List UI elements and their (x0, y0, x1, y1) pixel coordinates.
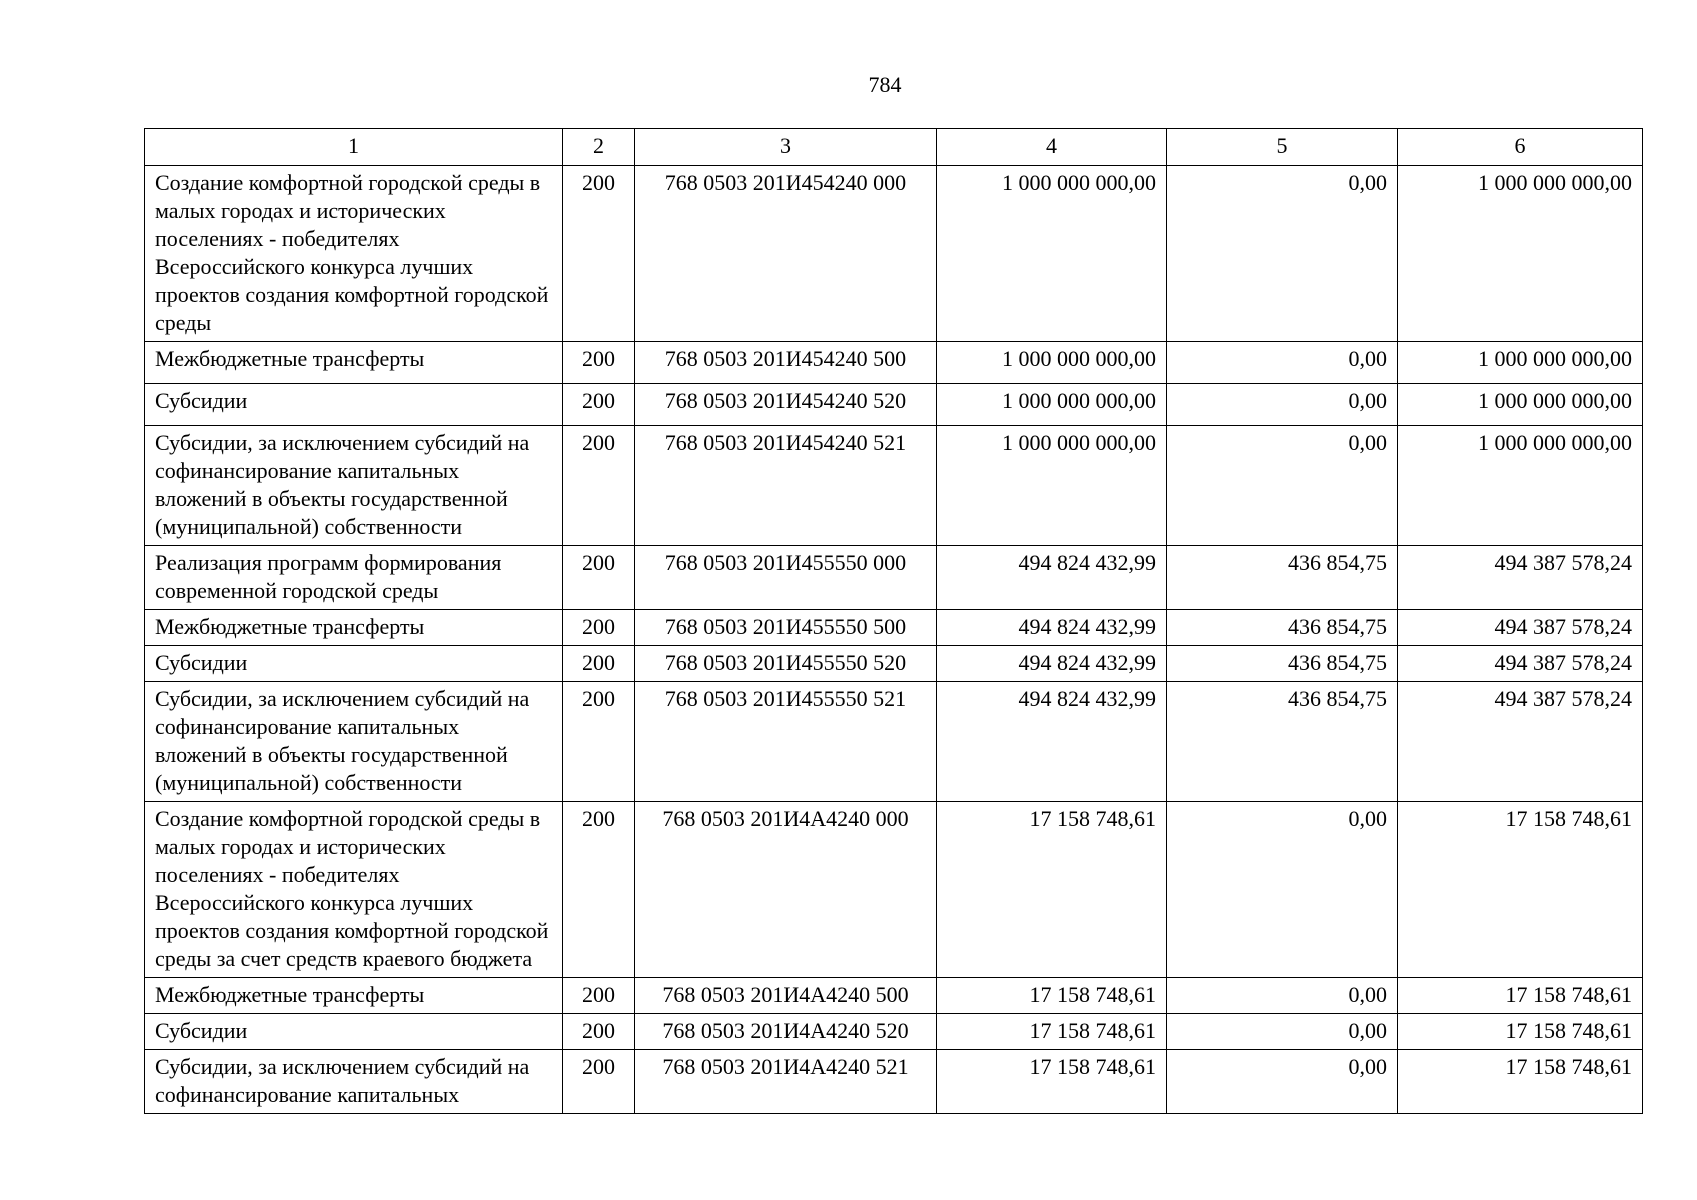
row-col4: 17 158 748,61 (937, 1050, 1167, 1114)
row-name: Субсидии (145, 646, 563, 682)
table-row (145, 166, 1643, 342)
row-col5: 0,00 (1167, 166, 1398, 342)
row-name: Субсидии (145, 1014, 563, 1050)
row-name: Реализация программ формирования современной городской среды (145, 546, 563, 610)
table-row (145, 342, 1643, 384)
row-name: Субсидии, за исключением субсидий на софинансирование капитальных (145, 1050, 563, 1114)
table-row (145, 384, 1643, 426)
table-row (145, 646, 1643, 682)
row-code: 200 (563, 384, 635, 426)
row-col6: 17 158 748,61 (1398, 1050, 1643, 1114)
row-col6: 494 387 578,24 (1398, 646, 1643, 682)
row-col6: 494 387 578,24 (1398, 610, 1643, 646)
table-row (145, 610, 1643, 646)
row-code: 200 (563, 682, 635, 802)
row-col4: 1 000 000 000,00 (937, 166, 1167, 342)
row-col5: 0,00 (1167, 426, 1398, 546)
row-name: Субсидии, за исключением субсидий на софинансирование капитальных вложений в объекты государственной (муниципальной) собственности (145, 426, 563, 546)
header-col-2: 2 (563, 129, 635, 166)
row-col5: 436 854,75 (1167, 610, 1398, 646)
row-col4: 1 000 000 000,00 (937, 342, 1167, 384)
row-col6: 1 000 000 000,00 (1398, 426, 1643, 546)
row-kbk: 768 0503 201И455550 521 (635, 682, 937, 802)
row-col6: 494 387 578,24 (1398, 682, 1643, 802)
header-col-6: 6 (1398, 129, 1643, 166)
row-name: Субсидии (145, 384, 563, 426)
table-row (145, 426, 1643, 546)
row-name: Межбюджетные трансферты (145, 978, 563, 1014)
row-code: 200 (563, 646, 635, 682)
header-col-3: 3 (635, 129, 937, 166)
header-col-5: 5 (1167, 129, 1398, 166)
table-row (145, 978, 1643, 1014)
row-kbk: 768 0503 201И455550 500 (635, 610, 937, 646)
row-col4: 1 000 000 000,00 (937, 426, 1167, 546)
header-col-1: 1 (145, 129, 563, 166)
row-kbk: 768 0503 201И454240 520 (635, 384, 937, 426)
row-kbk: 768 0503 201И454240 521 (635, 426, 937, 546)
row-kbk: 768 0503 201И4А4240 520 (635, 1014, 937, 1050)
header-col-4: 4 (937, 129, 1167, 166)
row-code: 200 (563, 166, 635, 342)
row-code: 200 (563, 978, 635, 1014)
row-col5: 0,00 (1167, 1014, 1398, 1050)
table-row (145, 546, 1643, 610)
table-row (145, 1050, 1643, 1114)
row-code: 200 (563, 802, 635, 978)
table-row (145, 802, 1643, 978)
row-col4: 494 824 432,99 (937, 646, 1167, 682)
row-col4: 17 158 748,61 (937, 978, 1167, 1014)
row-kbk: 768 0503 201И4А4240 521 (635, 1050, 937, 1114)
row-col4: 17 158 748,61 (937, 802, 1167, 978)
budget-table (144, 128, 1643, 1114)
table-row (145, 682, 1643, 802)
row-code: 200 (563, 1014, 635, 1050)
row-code: 200 (563, 546, 635, 610)
row-col6: 1 000 000 000,00 (1398, 166, 1643, 342)
row-kbk: 768 0503 201И454240 500 (635, 342, 937, 384)
row-name: Создание комфортной городской среды в малых городах и исторических поселениях - победителях Всероссийского конкурса лучших проектов создания комфортной городской среды за счет средств краевого бюджета (145, 802, 563, 978)
row-kbk: 768 0503 201И455550 520 (635, 646, 937, 682)
row-col4: 1 000 000 000,00 (937, 384, 1167, 426)
row-kbk: 768 0503 201И454240 000 (635, 166, 937, 342)
row-col6: 17 158 748,61 (1398, 1014, 1643, 1050)
row-code: 200 (563, 1050, 635, 1114)
table-row (145, 1014, 1643, 1050)
row-kbk: 768 0503 201И4А4240 000 (635, 802, 937, 978)
row-col5: 0,00 (1167, 978, 1398, 1014)
row-col6: 17 158 748,61 (1398, 802, 1643, 978)
row-name: Субсидии, за исключением субсидий на софинансирование капитальных вложений в объекты государственной (муниципальной) собственности (145, 682, 563, 802)
row-col4: 494 824 432,99 (937, 610, 1167, 646)
row-col5: 436 854,75 (1167, 682, 1398, 802)
row-col6: 1 000 000 000,00 (1398, 342, 1643, 384)
row-kbk: 768 0503 201И4А4240 500 (635, 978, 937, 1014)
row-col4: 494 824 432,99 (937, 682, 1167, 802)
row-col4: 17 158 748,61 (937, 1014, 1167, 1050)
row-col4: 494 824 432,99 (937, 546, 1167, 610)
row-code: 200 (563, 426, 635, 546)
row-code: 200 (563, 342, 635, 384)
page-number: 784 (868, 72, 902, 97)
row-col5: 0,00 (1167, 802, 1398, 978)
row-col5: 0,00 (1167, 342, 1398, 384)
row-code: 200 (563, 610, 635, 646)
row-col6: 17 158 748,61 (1398, 978, 1643, 1014)
row-col6: 1 000 000 000,00 (1398, 384, 1643, 426)
row-col5: 436 854,75 (1167, 646, 1398, 682)
row-col5: 0,00 (1167, 1050, 1398, 1114)
row-name: Создание комфортной городской среды в малых городах и исторических поселениях - победителях Всероссийского конкурса лучших проектов создания комфортной городской среды (145, 166, 563, 342)
table-header-row (145, 129, 1643, 166)
row-col5: 436 854,75 (1167, 546, 1398, 610)
row-col6: 494 387 578,24 (1398, 546, 1643, 610)
row-col5: 0,00 (1167, 384, 1398, 426)
row-name: Межбюджетные трансферты (145, 610, 563, 646)
row-name: Межбюджетные трансферты (145, 342, 563, 384)
row-kbk: 768 0503 201И455550 000 (635, 546, 937, 610)
